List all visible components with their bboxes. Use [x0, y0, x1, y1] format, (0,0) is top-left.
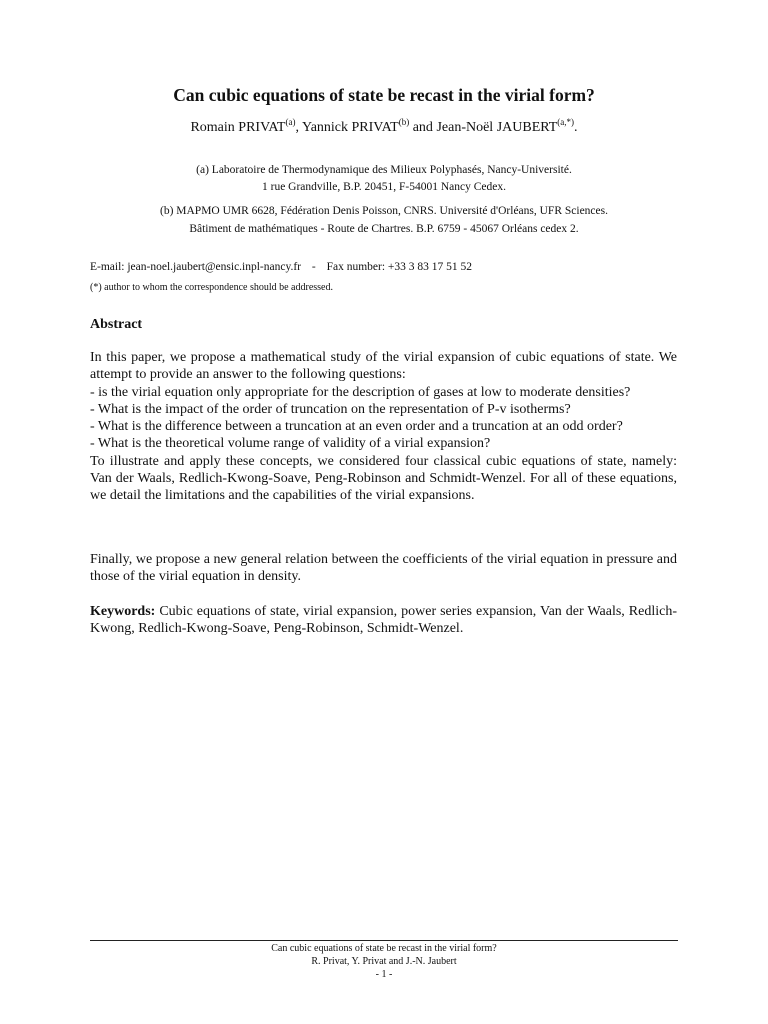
- affiliation-a-line1: (a) Laboratoire de Thermodynamique des Milieux Polyphasés, Nancy-Université.: [196, 164, 572, 176]
- abstract-intro: In this paper, we propose a mathematical study of the virial expansion of cubic equations of state. We attempt to provide an answer to the following questions:: [90, 350, 677, 383]
- keywords-text: Cubic equations of state, virial expansion, power series expansion, Van der Waals, Redlich-Kwong, Redlich-Kwong-Soave, Peng-Robinson, Schmidt-Wenzel.: [90, 604, 678, 637]
- affiliation-b-line1: (b) MAPMO UMR 6628, Fédération Denis Poisson, CNRS. Université d'Orléans, UFR Sciences.: [159, 205, 608, 217]
- keywords-label: Keywords:: [90, 604, 156, 619]
- author-3-name: Jean-Noël JAUBERT: [436, 120, 558, 135]
- abstract-question-3: - What is the difference between a truncation at an even order and a truncation at an odd order?: [90, 419, 623, 435]
- footer-authors: R. Privat, Y. Privat and J.-N. Jaubert: [311, 956, 457, 967]
- keywords-paragraph: [90, 603, 677, 638]
- footer-divider: [90, 940, 678, 941]
- abstract-question-1: - is the virial equation only appropriate for the description of gases at low to moderate densities?: [90, 384, 631, 400]
- contact-separator: -: [311, 261, 316, 273]
- author-list: Romain PRIVAT$^{(a)}$, Yannick PRIVAT$^{(b)}$ and Jean-Noël $JAUBERT^{(a,*)}$.: [190, 117, 578, 135]
- footer-title: Can cubic equations of state be recast in the virial form?: [271, 943, 497, 954]
- email-address: E-mail: jean-noel.jaubert@ensic.inpl-nancy.fr: [90, 261, 302, 273]
- fax-number: Fax number: +33 3 83 17 51 52: [326, 261, 473, 273]
- page-number: - 1 -: [375, 969, 393, 980]
- abstract-heading: Abstract: [90, 317, 143, 332]
- affiliation-a-line2: 1 rue Grandville, B.P. 20451, F-54001 Nancy Cedex.: [261, 181, 507, 193]
- author-3-affiliation-mark: (a,*): [557, 117, 575, 127]
- affiliation-b-line2: Bâtiment de mathématiques - Route de Chartres. B.P. 6759 - 45067 Orléans cedex 2.: [189, 223, 579, 235]
- abstract-application: To illustrate and apply these concepts, we considered four classical cubic equations of state, namely: Van der Waals, Redlich-Kwong-Soave, Peng-Robinson and Schmidt-Wenzel. For all of these equations, we detail the limitations and the capabilities of the virial expansions.: [90, 453, 677, 504]
- author-1-name: Romain PRIVAT: [190, 120, 286, 135]
- author-2-name: Yannick PRIVAT: [301, 120, 399, 135]
- abstract-question-4: - What is the theoretical volume range of validity of a virial expansion?: [90, 436, 491, 452]
- abstract-paragraph-1: [90, 349, 677, 505]
- contact-line: [90, 261, 472, 273]
- paper-title: Can cubic equations of state be recast in the virial form?: [173, 85, 595, 105]
- correspondence-note: (*) author to whom the correspondence should be addressed.: [90, 282, 333, 293]
- abstract-question-2: - What is the impact of the order of truncation on the representation of P-v isotherms?: [90, 401, 571, 417]
- author-1-affiliation-mark: (a): [285, 117, 296, 127]
- abstract-paragraph-2: Finally, we propose a new general relation between the coefficients of the virial equation in pressure and those of the virial equation in density.: [90, 552, 677, 585]
- author-2-affiliation-mark: (b): [398, 117, 410, 127]
- author-connector: and: [412, 120, 433, 135]
